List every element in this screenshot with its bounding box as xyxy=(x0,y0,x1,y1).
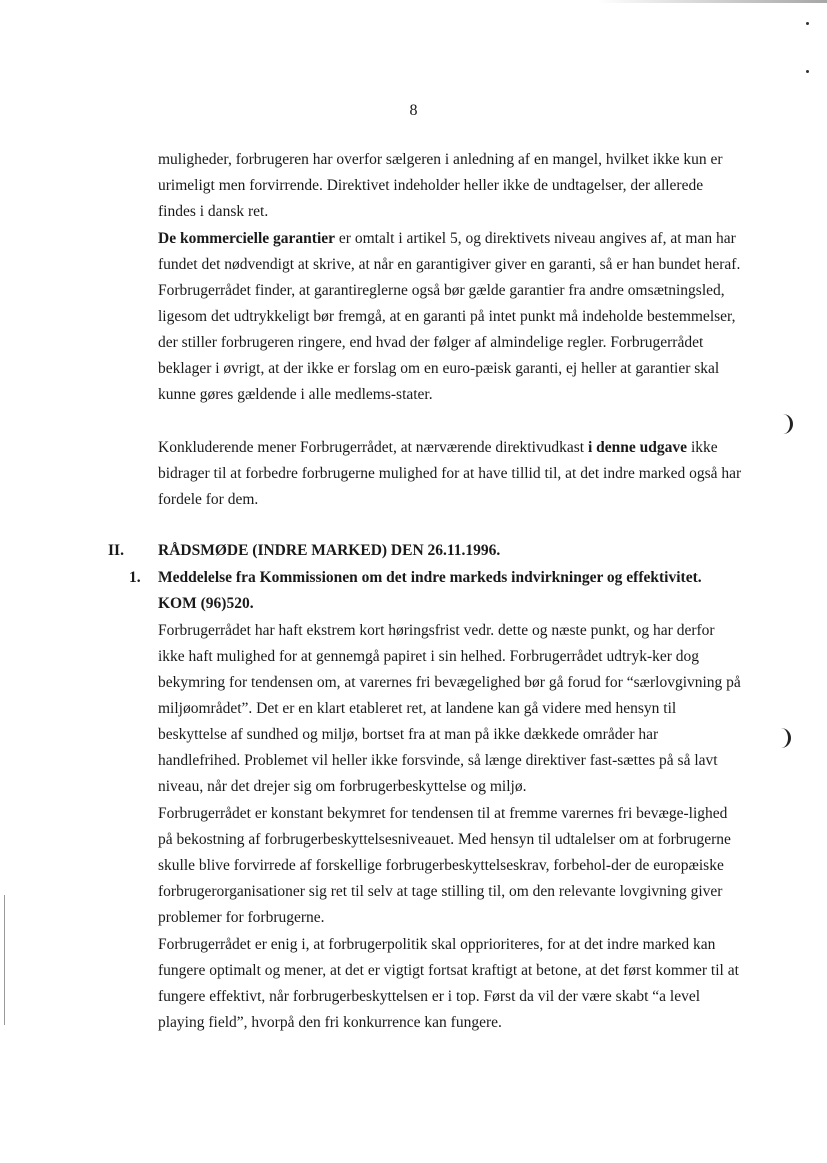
scan-artifact xyxy=(806,70,809,73)
section-number: II. xyxy=(108,542,124,559)
paragraph-text: ikke bidrager til at forbedre forbrugerne mulighed for at have tillid til, at det indre marked også har fordele for dem. xyxy=(158,439,742,508)
binder-hole xyxy=(774,728,791,748)
binder-hole xyxy=(776,414,793,434)
scan-artifact xyxy=(4,895,5,1025)
paragraph-3 xyxy=(158,435,744,513)
section-title: RÅDSMØDE (INDRE MARKED) DEN 26.11.1996. xyxy=(158,542,501,559)
scan-artifact xyxy=(597,0,827,3)
bold-phrase: De kommercielle garantier xyxy=(158,230,336,247)
paragraph-1: muligheder, forbrugeren har overfor sælgeren i anledning af en mangel, hvilket ikke kun er urimeligt men forvirrende. Direktivet indeholder heller ikke de undtagelser, der allerede findes i dansk ret. xyxy=(158,151,723,220)
paragraph-5: Forbrugerrådet er konstant bekymret for tendensen til at fremme varernes fri bevæge-lighed på bekostning af forbrugerbeskyttelsesniveauet. Med hensyn til udtalelser om at forbrugerne skulle blive forvirrede af forskellige forbrugerbeskyttelseskrav, forbehol-der de europæiske forbrugerorganisationer sig ret til selv at tage stilling til, om den relevante lovgivning giver problemer for forbrugerne. xyxy=(158,805,731,926)
scan-artifact xyxy=(806,22,809,25)
paragraph-text: er omtalt i artikel 5, og direktivets niveau angives af, at man har fundet det nødvendigt at skrive, at når en garantigiver giver en garanti, så er han bundet heraf. Forbrugerrådet finder, at garantireglerne også bør gælde garantier fra andre omsætningsled, ligesom det udtrykkeligt bør fremgå, at en garanti på intet punkt må indeholde bestemmelser, der stiller forbrugeren ringere, end hvad der følger af almindelige regler. Forbrugerrådet beklager i øvrigt, at der ikke er forslag om en euro-pæisk garanti, ej heller at garantier skal kunne gøres gældende i alle medlems-stater. xyxy=(158,230,741,403)
page-number: 8 xyxy=(409,102,418,119)
paragraph-4: Forbrugerrådet har haft ekstrem kort høringsfrist vedr. dette og næste punkt, og har derfor ikke haft mulighed for at gennemgå papiret i sin helhed. Forbrugerrådet udtryk-ker dog bekymring for tendensen om, at varernes fri bevægelighed bør gå forud for “særlovgivning på miljøområdet”. Det er en klart etableret ret, at landene kan gå videre med hensyn til beskyttelse af sundhed og miljø, bortset fra at man på ikke dækkede områder har handlefrihed. Problemet vil heller ikke forsvinde, så længe direktiver fast-sættes på så lavt niveau, når det drejer sig om forbrugerbeskyttelse og miljø. xyxy=(158,622,741,795)
item-title: Meddelelse fra Kommissionen om det indre markeds indvirkninger og effektivitet. KOM (96)520. xyxy=(158,569,702,612)
item-number: 1. xyxy=(129,569,141,586)
bold-phrase: i denne udgave xyxy=(588,439,688,456)
paragraph-6: Forbrugerrådet er enig i, at forbrugerpolitik skal opprioriteres, for at det indre marked kan fungere optimalt og mener, at det er vigtigt fortsat kraftigt at betone, at det først kommer til at fungere effektivt, når forbrugerbeskyttelsen er i top. Først da vil der være skabt “a level playing field”, hvorpå den fri konkurrence kan fungere. xyxy=(158,936,739,1031)
paragraph-text: Konkluderende mener Forbrugerrådet, at nærværende direktivudkast xyxy=(158,439,588,456)
paragraph-2 xyxy=(158,226,744,408)
